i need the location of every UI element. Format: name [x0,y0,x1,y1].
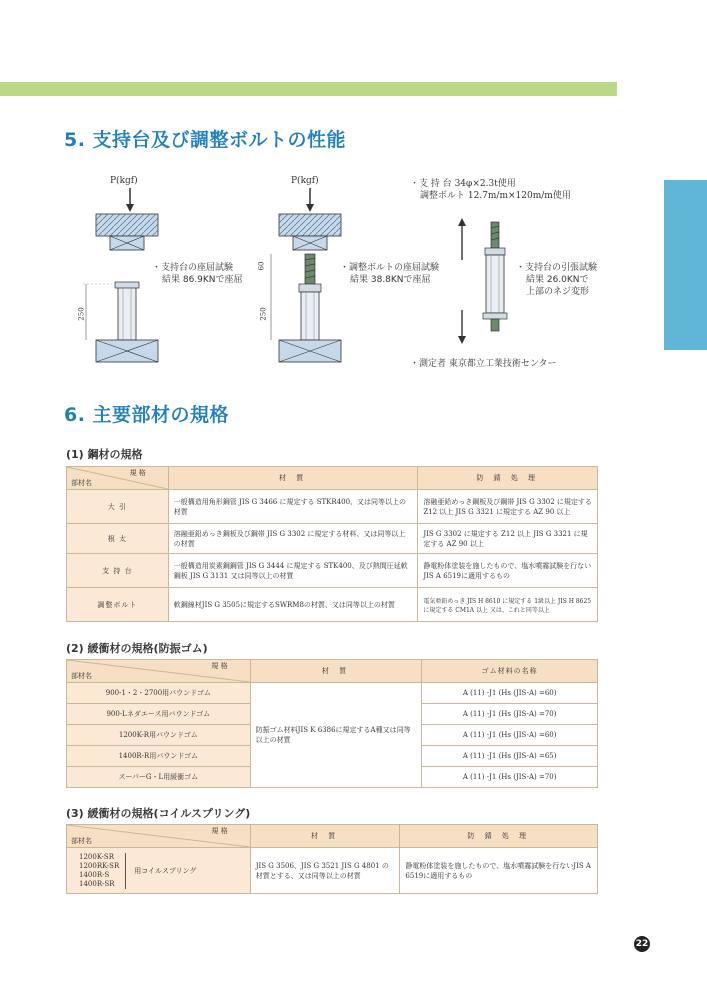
material-cell: 溶融亜鉛めっき鋼板及び鋼帯 JIS G 3302 に規定する材料、又は同等以上の材質 [168,524,418,554]
bolt-test-result: 結果 38.8KNで座屈 [350,275,431,285]
table1-corner-spec: 規 格 [129,469,146,477]
table1-title: (1) 鋼材の規格 [66,448,143,461]
table1-col-rust: 防 錆 処 理 [418,467,598,490]
section-6-title: 6. 主要部材の規格 [64,404,230,426]
material-cell: 軟鋼線材JIS G 3505に規定するSWRM8の材質、又は同等以上の材質 [168,588,418,622]
dim-label-60: 60 [257,261,266,271]
table1-corner-part: 部材名 [71,479,92,487]
table2-corner-cell [67,660,251,683]
part-name: 大 引 [67,490,169,524]
spec-note [410,178,571,202]
table-row [67,588,598,622]
rust-cell: 溶融亜鉛めっき鋼板及び鋼帯 JIS G 3302 に規定する Z12 以上 JIS G 3321 に規定する AZ 90 以上 [418,490,598,524]
top-accent-band [0,82,617,96]
table2-corner-part: 部材名 [71,672,92,680]
spring-model: 1400R-SR [79,879,115,888]
rubber-name-cell: A (11) -J1 (Hs (JIS-A) =70) [422,767,598,788]
spring-model: 1200K-SR [79,852,114,861]
part-name: 1200K-R用バウンドゴム [67,725,251,746]
part-name: 900-Lネダエース用バウンドゴム [67,704,251,725]
rust-cell: 静電粉体塗装を施したもので、塩水噴霧試験を行ないJIS A 6519に適用するもの [418,554,598,588]
test-diagram [0,160,707,390]
table3-corner-spec: 規 格 [211,827,228,835]
tension-test-name: ・支持台の引張試験 [516,263,598,273]
table1-col-material: 材 質 [168,467,418,490]
table2-title: (2) 緩衝材の規格(防振ゴム) [66,642,208,655]
dim-label-250-b: 250 [259,307,268,321]
tension-test-figure [458,218,507,344]
spring-model-list [79,853,126,889]
part-name: スーパーG・L用緩衝ゴム [67,767,251,788]
spring-material-cell: JIS G 3506、JIS G 3521 JIS G 4801 の材質とする、又は同等以上の材質 [250,848,400,894]
compression-test-caption [152,262,243,286]
section-5-title: 5. 支持台及び調整ボルトの性能 [64,129,347,151]
table3-title: (3) 緩衝材の規格(コイルスプリング) [66,807,251,820]
spring-usage: 用コイルスプリング [134,866,197,875]
part-name: 支 持 台 [67,554,169,588]
rubber-material-cell: 防振ゴム材料JIS K 6386に規定するA種又は同等以上の材質 [250,683,422,788]
load-label-2: P(kgf) [291,176,319,186]
spring-spec-table [66,824,598,894]
table2-col-rubber-name: ゴム材料の名称 [422,660,598,683]
rubber-name-cell: A (11) -J1 (Hs (JIS-A) =60) [422,725,598,746]
bolt-test-name: ・調整ボルトの座屈試験 [340,263,440,273]
table3-col-material: 材 質 [250,825,400,848]
load-label-1: P(kgf) [110,176,138,186]
steel-spec-table [66,466,598,622]
table1-header-row [67,467,598,490]
spring-model: 1400R-S [79,870,110,879]
table2-corner-spec: 規 格 [211,662,228,670]
tension-test-result-2: 上部のネジ変形 [526,287,590,297]
bolt-test-caption [340,262,439,286]
table3-corner-part: 部材名 [71,837,92,845]
rust-cell: JIS G 3302 に規定する Z12 以上 JIS G 3321 に規定する AZ 90 以上 [418,524,598,554]
material-cell: 一般構造用炭素鋼鋼管 JIS G 3444 に規定する STK400、及び熱間圧延軟鋼板 JIS G 3131 又は同等以上の材質 [168,554,418,588]
table-row [67,683,598,704]
page-number: 22 [634,936,650,952]
spec-bolt: 調整ボルト 12.7m/m×120m/m使用 [420,191,571,201]
tension-test-result-1: 結果 26.0KNで [526,275,589,285]
table3-header-row [67,825,598,848]
part-name: 根 太 [67,524,169,554]
table-row [67,490,598,524]
table2-col-material: 材 質 [250,660,422,683]
spec-support: ・支 持 台 34φ×2.3t使用 [410,179,516,189]
rubber-name-cell: A (11) -J1 (Hs (JIS-A) =70) [422,704,598,725]
part-name: 1400R-R用バウンドゴム [67,746,251,767]
bolt-test-figure [271,188,341,362]
table3-col-rust: 防 錆 処 理 [400,825,598,848]
material-cell: 一般構造用角形鋼管 JIS G 3466 に規定する STKR400、又は同等以上の材質 [168,490,418,524]
tester-note: ・測定者 東京都立工業技術センター [410,359,557,369]
part-name: 900-1・2・2700用バウンドゴム [67,683,251,704]
table2-header-row [67,660,598,683]
compression-test-result: 結果 86.9KNで座屈 [162,275,243,285]
tension-test-caption [516,262,597,298]
table1-corner-cell [67,467,169,490]
part-name: 調整ボルト [67,588,169,622]
table-row [67,524,598,554]
table-row [67,554,598,588]
table-row [67,848,598,894]
rubber-name-cell: A (11) -J1 (Hs (JIS-A) =65) [422,746,598,767]
dim-label-250-a: 250 [77,307,86,321]
spring-rust-cell: 静電粉体塗装を施したもので、塩水噴霧試験を行ないJIS A 6519に適用するもの [400,848,598,894]
spring-model-cell [67,848,251,894]
table3-corner-cell [67,825,251,848]
rubber-name-cell: A (11) -J1 (Hs (JIS-A) =60) [422,683,598,704]
rust-cell: 電気亜鉛めっき JIS H 8610 に規定する 1級以上 JIS H 8625 に規定する CM1A 以上 又は、これと同等以上 [418,588,598,622]
compression-test-name: ・支持台の座屈試験 [152,263,234,273]
compression-test-figure [83,188,158,362]
spring-model: 1200RK-SR [79,861,120,870]
rubber-spec-table [66,659,598,788]
